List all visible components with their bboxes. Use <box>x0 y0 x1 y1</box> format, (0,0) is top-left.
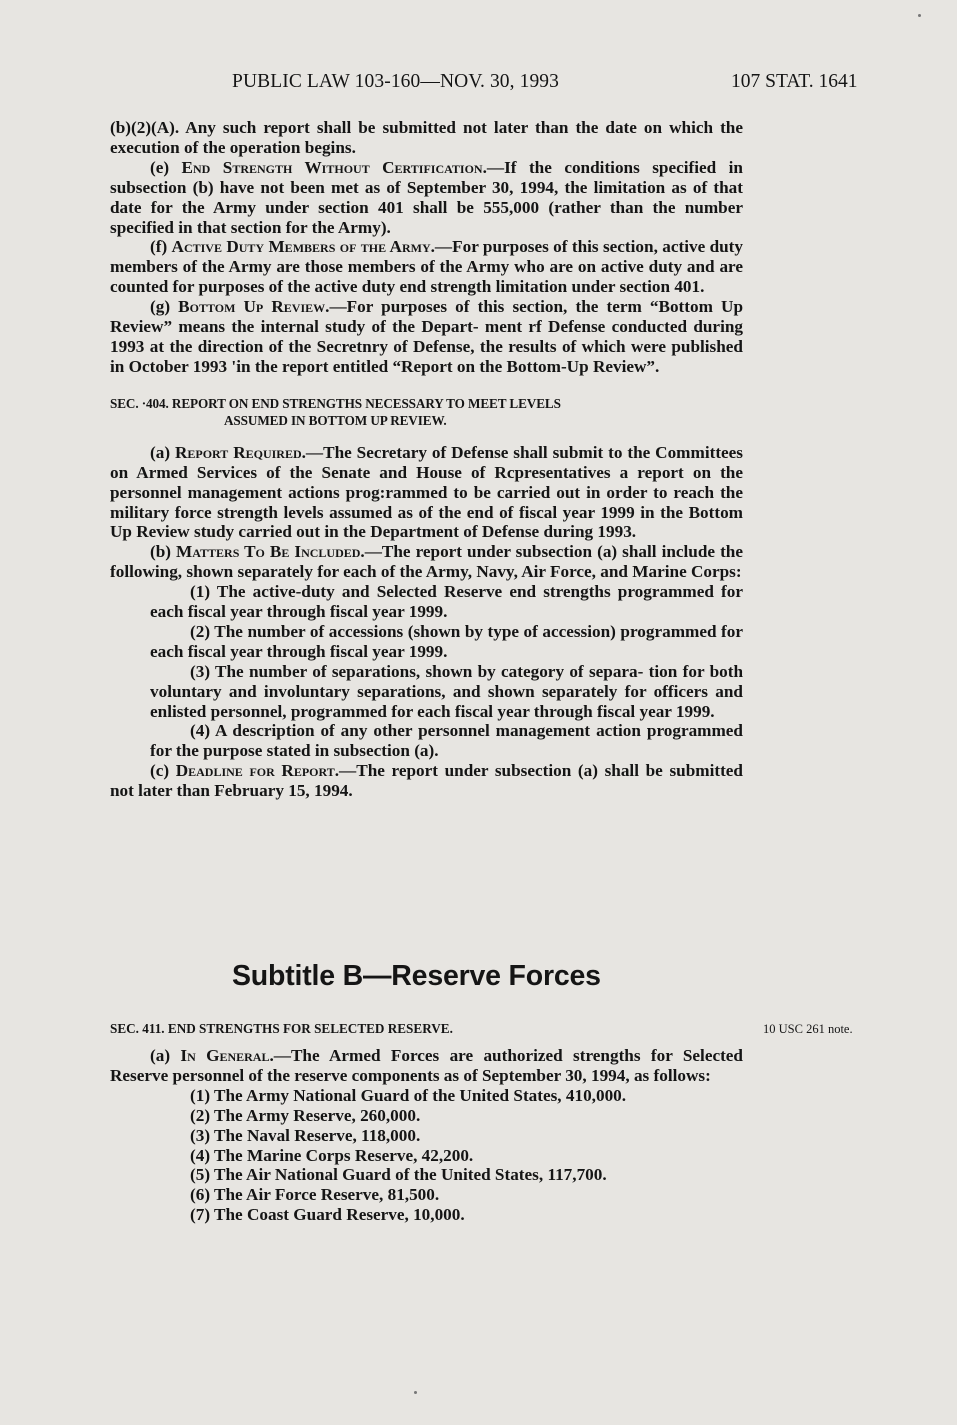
section-411-paragraph-a <box>110 1046 743 1086</box>
paragraph-f <box>110 237 743 297</box>
section-411-item-5: (5) The Air National Guard of the United States, 117,700. <box>190 1165 607 1185</box>
section-404-a-label: (a) <box>150 442 175 462</box>
section-411-item-6: (6) The Air Force Reserve, 81,500. <box>190 1185 440 1205</box>
running-head: PUBLIC LAW 103-160—NOV. 30, 1993 <box>232 71 560 92</box>
paragraph-e-heading: End Strength Without Certification. <box>181 157 487 177</box>
paragraph-g <box>110 297 743 377</box>
section-411-item-1: (1) The Army National Guard of the United States, 410,000. <box>190 1085 627 1105</box>
page-header <box>0 71 957 101</box>
paragraph-e-text: —If the conditions specified in subsection (b) have not been met as of September 30, 1994, the limitation as of that date for the Army under section 401 shall be 555,000 (rather than the number specified in that section for the Army). <box>110 157 743 237</box>
section-404-c-heading: Deadline for Report. <box>175 761 340 781</box>
paragraph-e <box>110 158 743 238</box>
paragraph-b2a-continuation: (b)(2)(A). Any such report shall be submitted not later than the date on which the execution of the operation begins. <box>110 118 743 157</box>
section-404-a-text: —The Secretary of Defense shall submit to the Committees on Armed Services of the Senate and House of Rcpresentatives a report on the personnel management actions prog:rammed to be carried out in order to reach the military force strength levels assumed as of the end of fiscal year 1999 in the Bottom Up Review study carried out in the Department of Defense during 1993. <box>110 442 743 542</box>
section-404-paragraph-b <box>110 542 743 582</box>
section-404-paragraph-a <box>110 443 743 543</box>
section-411-heading: SEC. 411. END STRENGTHS FOR SELECTED RESERVE. <box>110 1021 453 1036</box>
paragraph-g-text: —For purposes of this section, the term “Bottom Up Review” means the internal study of the Depart- ment rf Defense conducted during 1993 at the direction of the Secretnry of Defense, the results of which were published in October 1993 'in the report entitled “Report on the Bottom-Up Review”. <box>110 297 743 376</box>
section-411-list <box>110 1086 743 1225</box>
section-411-item-3: (3) The Naval Reserve, 118,000. <box>190 1125 421 1145</box>
section-411-item-4: (4) The Marine Corps Reserve, 42,200. <box>190 1145 474 1165</box>
section-404-heading <box>110 395 743 429</box>
section-404-b-heading: Matters To Be Included. <box>176 542 365 562</box>
section-404-b-label: (b) <box>150 542 177 562</box>
subtitle-heading: Subtitle B—Reserve Forces <box>232 960 601 992</box>
section-404-heading-line2: ASSUMED IN BOTTOM UP REVIEW. <box>224 412 447 428</box>
main-text <box>110 118 743 801</box>
section-404-heading-line1: SEC. ·404. REPORT ON END STRENGTHS NECESSARY TO MEET LEVELS <box>110 395 561 411</box>
scan-speck <box>414 1391 417 1394</box>
section-404-item-1: (1) The active-duty and Selected Reserve end strengths programmed for each fiscal year through fiscal year 1999. <box>150 582 743 622</box>
section-404-paragraph-c <box>110 761 743 801</box>
paragraph-f-text: —For purposes of this section, active duty members of the Army are those members of the Army who are on active duty and are counted for purposes of the active duty end strength limitation under section 401. <box>110 237 744 297</box>
section-411-a-text: —The Armed Forces are authorized strengths for Selected Reserve personnel of the reserve components as of September 30, 1994, as follows: <box>110 1046 743 1085</box>
section-404-item-2: (2) The number of accessions (shown by type of accession) programmed for each fiscal year through fiscal year 1999. <box>150 621 743 661</box>
section-411-item-7: (7) The Coast Guard Reserve, 10,000. <box>190 1205 465 1225</box>
section-404-a-heading: Report Required. <box>174 442 306 462</box>
paragraph-g-heading: Bottom Up Review. <box>178 297 330 317</box>
section-404-c-text: —The report under subsection (a) shall be submitted not later than February 15, 1994. <box>110 761 743 801</box>
paragraph-f-heading: Active Duty Members of the Army. <box>171 237 435 257</box>
section-411-a-label: (a) <box>150 1046 181 1065</box>
section-404-item-4: (4) A description of any other personnel management action programmed for the purpose stated in subsection (a). <box>150 721 743 761</box>
section-411-a-heading: In General. <box>180 1046 274 1065</box>
section-404-c-label: (c) <box>150 761 176 781</box>
paragraph-e-label: (e) <box>150 157 182 177</box>
stat-page-number: 107 STAT. 1641 <box>731 71 858 92</box>
paragraph-f-label: (f) <box>150 237 172 257</box>
section-404-b-text: —The report under subsection (a) shall include the following, shown separately for each of the Army, Navy, Air Force, and Marine Corps: <box>110 542 743 582</box>
section-411-item-2: (2) The Army Reserve, 260,000. <box>190 1105 421 1125</box>
marginal-note: 10 USC 261 note. <box>763 1022 853 1036</box>
section-411-text <box>110 1046 743 1225</box>
scan-speck <box>918 14 921 17</box>
section-404-item-3: (3) The number of separations, shown by category of separa- tion for both voluntary and involuntary separations, and shown separately for officers and enlisted personnel, programmed for each fiscal year through fiscal year 1999. <box>150 661 743 721</box>
paragraph-g-label: (g) <box>150 297 179 317</box>
